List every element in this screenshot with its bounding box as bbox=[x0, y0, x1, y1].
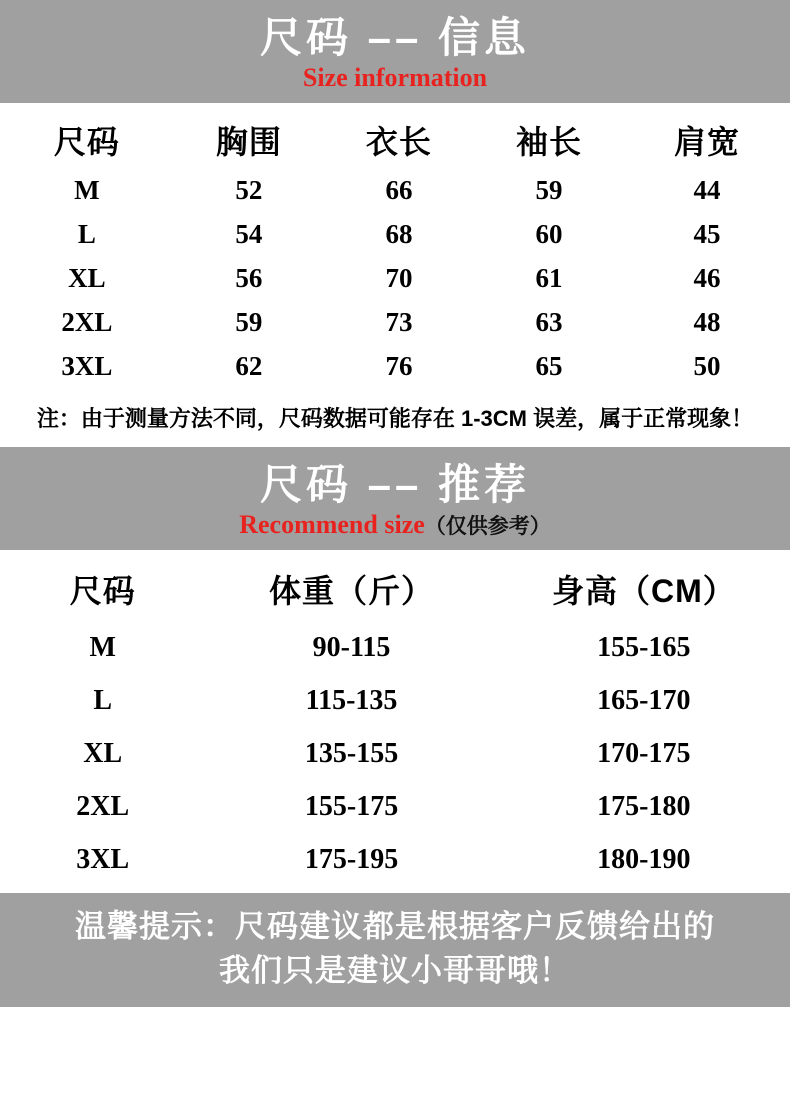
cell-bust: 59 bbox=[235, 307, 263, 337]
size-info-banner bbox=[0, 0, 790, 103]
table-row bbox=[0, 675, 790, 728]
column-header-size: 尺码 bbox=[53, 124, 120, 160]
table-row bbox=[0, 213, 790, 257]
cell-length: 68 bbox=[385, 219, 413, 249]
cell-size: L bbox=[77, 219, 96, 249]
cell-weight: 155-175 bbox=[304, 791, 399, 822]
cell-height: 180-190 bbox=[597, 844, 691, 875]
cell-bust: 56 bbox=[235, 263, 263, 293]
cell-size: 3XL bbox=[76, 844, 130, 875]
size-info-subtitle: Size information bbox=[302, 63, 488, 92]
recommend-size-table bbox=[0, 550, 790, 887]
cell-size: L bbox=[93, 685, 113, 716]
cell-shoulder: 46 bbox=[693, 263, 721, 293]
table-row bbox=[0, 345, 790, 389]
table-header-row bbox=[0, 550, 790, 622]
column-header-sleeve: 袖长 bbox=[516, 124, 583, 160]
cell-size: M bbox=[74, 175, 100, 205]
cell-size: XL bbox=[68, 263, 106, 293]
cell-height: 170-175 bbox=[597, 738, 691, 769]
measurement-note: 注：由于测量方法不同，尺码数据可能存在 1-3CM 误差，属于正常现象！ bbox=[36, 406, 754, 431]
cell-size: 3XL bbox=[61, 351, 113, 381]
column-header-bust: 胸围 bbox=[215, 124, 282, 160]
table-row bbox=[0, 257, 790, 301]
cell-size: M bbox=[89, 632, 116, 663]
cell-sleeve: 63 bbox=[535, 307, 563, 337]
table-row bbox=[0, 781, 790, 834]
column-header-length: 衣长 bbox=[365, 124, 432, 160]
cell-shoulder: 48 bbox=[693, 307, 721, 337]
recommend-size-section bbox=[0, 550, 790, 893]
cell-height: 155-165 bbox=[597, 632, 691, 663]
cell-weight: 90-115 bbox=[312, 632, 391, 663]
cell-sleeve: 65 bbox=[535, 351, 563, 381]
recommend-size-subtitle-note: （仅供参考） bbox=[424, 515, 551, 538]
table-header-row bbox=[0, 103, 790, 169]
cell-sleeve: 60 bbox=[535, 219, 563, 249]
cell-weight: 175-195 bbox=[304, 844, 399, 875]
table-row bbox=[0, 834, 790, 887]
cell-weight: 115-135 bbox=[305, 685, 398, 716]
column-header-weight: 体重（斤） bbox=[269, 573, 435, 609]
recommend-size-title: 尺码 –– 推荐 bbox=[259, 461, 531, 508]
recommend-size-banner bbox=[0, 447, 790, 550]
cell-bust: 54 bbox=[235, 219, 263, 249]
footer-tip-line-1: 温馨提示：尺码建议都是根据客户反馈给出的 bbox=[75, 909, 715, 944]
cell-size: XL bbox=[83, 738, 123, 769]
table-row bbox=[0, 169, 790, 213]
footer-tip-line-2: 我们只是建议小哥哥哦！ bbox=[219, 953, 571, 988]
cell-length: 76 bbox=[385, 351, 413, 381]
cell-sleeve: 59 bbox=[535, 175, 563, 205]
cell-size: 2XL bbox=[76, 791, 130, 822]
cell-shoulder: 44 bbox=[693, 175, 721, 205]
size-info-table bbox=[0, 103, 790, 389]
cell-sleeve: 61 bbox=[535, 263, 563, 293]
column-header-size: 尺码 bbox=[69, 573, 136, 609]
cell-bust: 62 bbox=[235, 351, 263, 381]
cell-length: 70 bbox=[385, 263, 413, 293]
table-row bbox=[0, 728, 790, 781]
cell-length: 66 bbox=[385, 175, 413, 205]
column-header-shoulder: 肩宽 bbox=[674, 124, 741, 160]
footer-tip-banner bbox=[0, 893, 790, 1007]
cell-length: 73 bbox=[385, 307, 413, 337]
recommend-size-subtitle-en: Recommend size bbox=[239, 510, 425, 539]
table-row bbox=[0, 622, 790, 675]
size-info-title: 尺码 –– 信息 bbox=[259, 14, 531, 61]
column-header-height: 身高（CM） bbox=[551, 573, 736, 609]
cell-weight: 135-155 bbox=[304, 738, 399, 769]
cell-shoulder: 50 bbox=[693, 351, 721, 381]
cell-height: 175-180 bbox=[597, 791, 691, 822]
cell-bust: 52 bbox=[235, 175, 263, 205]
table-row bbox=[0, 301, 790, 345]
cell-size: 2XL bbox=[61, 307, 113, 337]
size-info-section bbox=[0, 103, 790, 447]
cell-height: 165-170 bbox=[597, 685, 691, 716]
cell-shoulder: 45 bbox=[693, 219, 721, 249]
recommend-size-subtitle bbox=[0, 509, 790, 543]
